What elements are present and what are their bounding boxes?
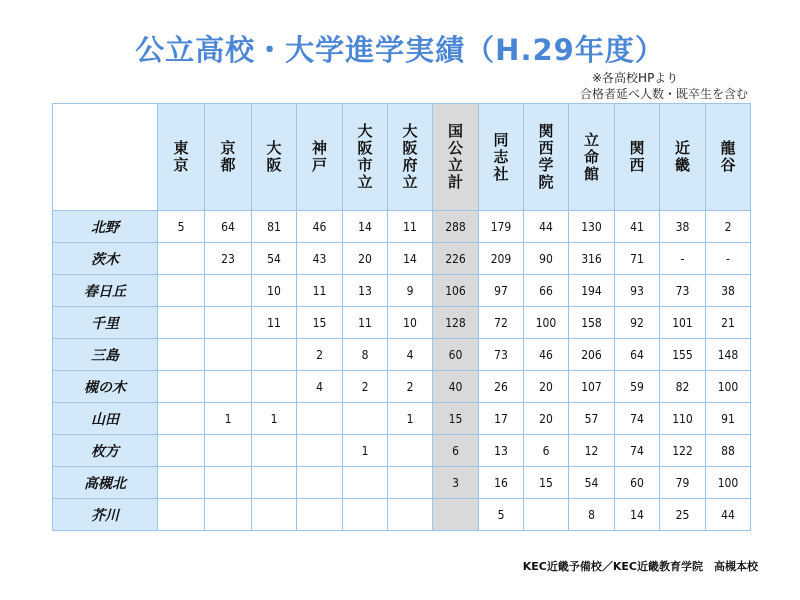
table-cell: 2 <box>297 339 343 371</box>
table-cell: 82 <box>660 371 706 403</box>
table-cell: 46 <box>297 211 343 243</box>
table-cell: 20 <box>343 243 388 275</box>
table-cell: 206 <box>569 339 615 371</box>
source-note <box>580 70 748 102</box>
table-cell: 11 <box>252 307 297 339</box>
column-header <box>615 104 660 211</box>
school-name: 芥川 <box>53 499 158 531</box>
table-cell: - <box>706 243 751 275</box>
table-cell: 15 <box>524 467 569 499</box>
column-header <box>706 104 751 211</box>
results-table <box>52 103 751 531</box>
column-header <box>433 104 479 211</box>
table-row <box>53 467 751 499</box>
table-cell <box>205 467 252 499</box>
table-cell: 15 <box>297 307 343 339</box>
table-cell: 5 <box>479 499 524 531</box>
page-title: 公立高校・大学進学実績（H.29年度） <box>135 33 665 67</box>
table-row <box>53 243 751 275</box>
table-cell: 194 <box>569 275 615 307</box>
table-cell: 10 <box>388 307 433 339</box>
table-cell: 25 <box>660 499 706 531</box>
table-cell: 11 <box>388 211 433 243</box>
table-cell: 2 <box>706 211 751 243</box>
footer-credit: KEC近畿予備校／KEC近畿教育学院 高槻本校 <box>522 560 758 573</box>
column-header <box>252 104 297 211</box>
table-cell <box>252 499 297 531</box>
column-header-label: 東京 <box>173 139 189 174</box>
table-cell: 2 <box>388 371 433 403</box>
table-cell: 107 <box>569 371 615 403</box>
table-cell: 14 <box>343 211 388 243</box>
table-cell <box>158 307 205 339</box>
table-cell: 3 <box>433 467 479 499</box>
table-cell: 1 <box>388 403 433 435</box>
source-note-line: ※各高校HPより <box>591 71 679 85</box>
column-header-label: 近畿 <box>674 139 690 174</box>
school-name: 千里 <box>53 307 158 339</box>
table-cell: 59 <box>615 371 660 403</box>
school-name: 三島 <box>53 339 158 371</box>
table-cell: 9 <box>388 275 433 307</box>
school-name: 春日丘 <box>53 275 158 307</box>
table-cell: 74 <box>615 403 660 435</box>
table-cell: 90 <box>524 243 569 275</box>
table-cell <box>388 435 433 467</box>
table-cell <box>297 403 343 435</box>
table-cell <box>252 339 297 371</box>
table-cell <box>158 275 205 307</box>
table-cell: 14 <box>615 499 660 531</box>
table-cell: 15 <box>433 403 479 435</box>
source-note-line: 合格者延べ人数・既卒生を含む <box>579 87 748 101</box>
table-cell: 40 <box>433 371 479 403</box>
table-cell: 38 <box>660 211 706 243</box>
column-header-label: 立命館 <box>583 130 599 183</box>
table-cell: 8 <box>569 499 615 531</box>
table-cell: 130 <box>569 211 615 243</box>
table-cell: 8 <box>343 339 388 371</box>
table-cell <box>343 467 388 499</box>
column-header-label: 神戸 <box>311 139 327 174</box>
table-cell: 64 <box>205 211 252 243</box>
column-header-label: 関西学院 <box>538 122 554 191</box>
table-cell: 91 <box>706 403 751 435</box>
column-header-label: 国公立計 <box>447 122 463 191</box>
table-cell: 13 <box>343 275 388 307</box>
school-name: 山田 <box>53 403 158 435</box>
school-name: 高槻北 <box>53 467 158 499</box>
table-cell <box>297 467 343 499</box>
table-cell: 79 <box>660 467 706 499</box>
table-cell: 148 <box>706 339 751 371</box>
column-header <box>660 104 706 211</box>
column-header <box>569 104 615 211</box>
column-header <box>205 104 252 211</box>
table-cell: 6 <box>433 435 479 467</box>
table-cell: 100 <box>706 371 751 403</box>
table-cell <box>205 371 252 403</box>
column-header-label: 京都 <box>220 139 236 174</box>
table-cell: 128 <box>433 307 479 339</box>
table-cell <box>158 403 205 435</box>
table-cell: 1 <box>252 403 297 435</box>
table-cell <box>158 499 205 531</box>
corner-cell <box>53 104 158 211</box>
table-row <box>53 403 751 435</box>
table-cell: 4 <box>297 371 343 403</box>
table-cell: 54 <box>569 467 615 499</box>
table-cell: 12 <box>569 435 615 467</box>
school-name: 槻の木 <box>53 371 158 403</box>
table-cell: 6 <box>524 435 569 467</box>
table-cell: 20 <box>524 371 569 403</box>
table-cell: 1 <box>343 435 388 467</box>
table-cell: 92 <box>615 307 660 339</box>
table-cell <box>252 435 297 467</box>
column-header <box>388 104 433 211</box>
table-cell <box>158 371 205 403</box>
column-header-label: 大阪市立 <box>357 122 373 191</box>
column-header-label: 大阪府立 <box>402 122 418 191</box>
table-cell: 44 <box>524 211 569 243</box>
column-header <box>524 104 569 211</box>
table-cell: 43 <box>297 243 343 275</box>
table-cell <box>252 371 297 403</box>
table-cell: 100 <box>706 467 751 499</box>
table-cell: 74 <box>615 435 660 467</box>
table-cell <box>158 467 205 499</box>
table-cell: - <box>660 243 706 275</box>
table-cell <box>205 435 252 467</box>
table-cell: 93 <box>615 275 660 307</box>
table-cell: 101 <box>660 307 706 339</box>
table-cell: 226 <box>433 243 479 275</box>
column-header-label: 同志社 <box>493 130 509 183</box>
table-row <box>53 211 751 243</box>
column-header <box>479 104 524 211</box>
school-name: 北野 <box>53 211 158 243</box>
table-cell: 72 <box>479 307 524 339</box>
table-cell: 54 <box>252 243 297 275</box>
table-cell: 26 <box>479 371 524 403</box>
table-cell: 73 <box>479 339 524 371</box>
column-header <box>297 104 343 211</box>
table-cell <box>343 403 388 435</box>
table-cell: 122 <box>660 435 706 467</box>
school-name: 枚方 <box>53 435 158 467</box>
table-cell: 11 <box>343 307 388 339</box>
table-row <box>53 499 751 531</box>
table-cell: 106 <box>433 275 479 307</box>
table-cell: 60 <box>433 339 479 371</box>
table-cell <box>297 499 343 531</box>
header-row <box>53 104 751 211</box>
table-cell: 21 <box>706 307 751 339</box>
column-header <box>343 104 388 211</box>
table-cell: 38 <box>706 275 751 307</box>
column-header-label: 関西 <box>629 139 645 174</box>
table-cell: 14 <box>388 243 433 275</box>
table-cell: 209 <box>479 243 524 275</box>
table-cell: 1 <box>205 403 252 435</box>
table-row <box>53 371 751 403</box>
table-cell <box>297 435 343 467</box>
table-cell: 97 <box>479 275 524 307</box>
table-cell <box>388 499 433 531</box>
table-cell <box>205 499 252 531</box>
table-row <box>53 435 751 467</box>
column-header-label: 大阪 <box>266 139 282 174</box>
table-row <box>53 275 751 307</box>
table-cell: 64 <box>615 339 660 371</box>
table-cell: 81 <box>252 211 297 243</box>
table-cell: 46 <box>524 339 569 371</box>
table-cell <box>252 467 297 499</box>
table-cell: 2 <box>343 371 388 403</box>
table-cell <box>205 275 252 307</box>
table-cell <box>158 243 205 275</box>
table-cell: 66 <box>524 275 569 307</box>
table-row <box>53 339 751 371</box>
table-row <box>53 307 751 339</box>
table-cell: 23 <box>205 243 252 275</box>
table-cell: 60 <box>615 467 660 499</box>
table-cell: 5 <box>158 211 205 243</box>
table-cell <box>433 499 479 531</box>
table-cell: 4 <box>388 339 433 371</box>
column-header-label: 龍谷 <box>720 139 736 174</box>
table-cell: 158 <box>569 307 615 339</box>
table-cell: 110 <box>660 403 706 435</box>
table-cell: 179 <box>479 211 524 243</box>
table-cell <box>158 435 205 467</box>
table-cell <box>388 467 433 499</box>
table-cell: 155 <box>660 339 706 371</box>
table-cell: 20 <box>524 403 569 435</box>
table-cell: 13 <box>479 435 524 467</box>
table-cell <box>343 499 388 531</box>
table-cell: 71 <box>615 243 660 275</box>
table-cell <box>205 339 252 371</box>
table-cell <box>158 339 205 371</box>
table-cell: 100 <box>524 307 569 339</box>
table-cell: 10 <box>252 275 297 307</box>
table-cell: 17 <box>479 403 524 435</box>
table-cell <box>205 307 252 339</box>
column-header <box>158 104 205 211</box>
table-cell: 73 <box>660 275 706 307</box>
table-cell: 44 <box>706 499 751 531</box>
school-name: 茨木 <box>53 243 158 275</box>
table-cell: 11 <box>297 275 343 307</box>
table-cell <box>524 499 569 531</box>
table-cell: 316 <box>569 243 615 275</box>
table-cell: 16 <box>479 467 524 499</box>
table-cell: 41 <box>615 211 660 243</box>
table-cell: 288 <box>433 211 479 243</box>
table-cell: 88 <box>706 435 751 467</box>
table-cell: 57 <box>569 403 615 435</box>
